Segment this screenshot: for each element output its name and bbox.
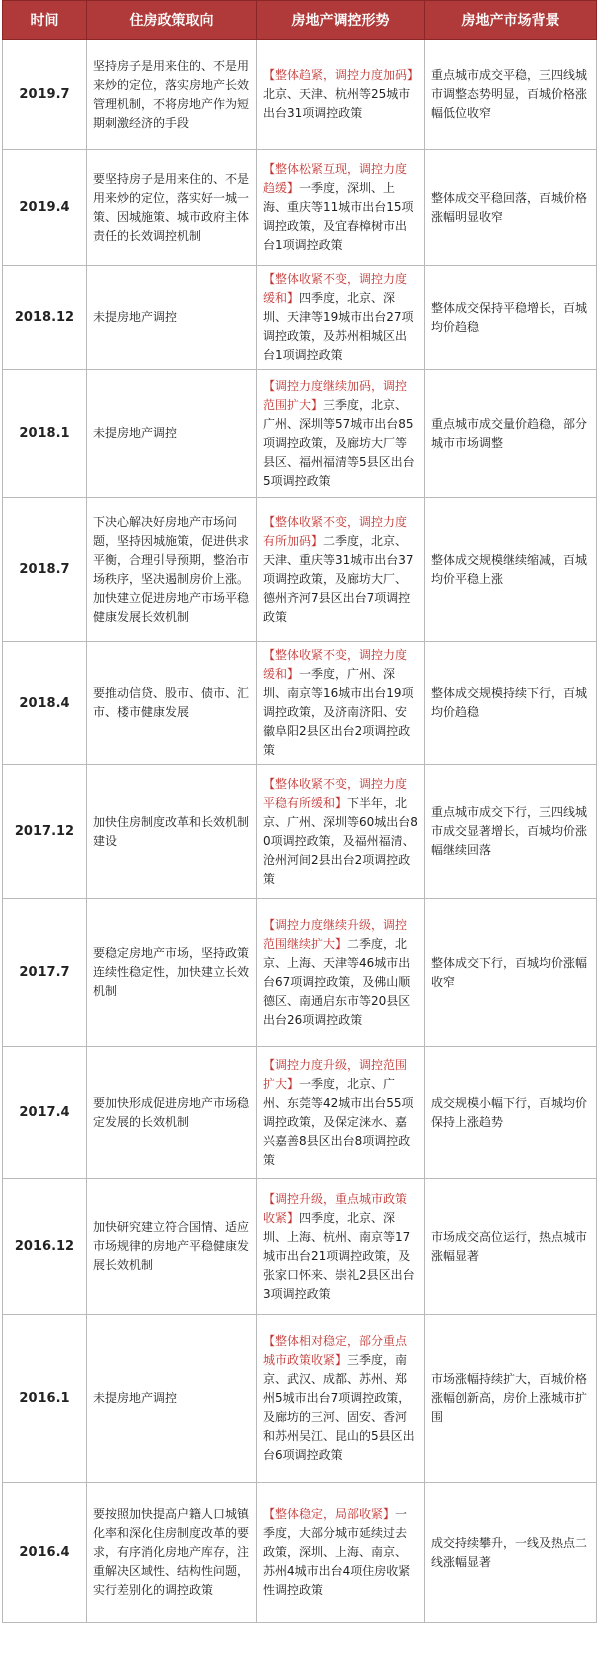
- row-policy: 未提房地产调控: [87, 266, 257, 370]
- trend-text: 四季度，北京、深圳、上海、杭州、南京等17城市出台21项调控政策，及张家口怀来、崇礼2县区出台3项调控政策: [263, 1210, 415, 1301]
- row-date: 2017.12: [3, 765, 87, 899]
- header-policy: 住房政策取向: [87, 1, 257, 40]
- row-market: 重点城市成交下行，三四线城市成交显著增长，百城均价涨幅继续回落: [425, 765, 597, 899]
- table-row: [3, 1179, 597, 1315]
- trend-text: 四季度，北京、深圳、天津等19城市出台27项调控政策，及苏州相城区出台1项调控政策: [263, 291, 414, 362]
- row-policy: 未提房地产调控: [87, 1315, 257, 1483]
- row-trend: [257, 899, 425, 1047]
- trend-highlight: 【调控升级，重点城市政策收紧】: [263, 1191, 408, 1225]
- row-market: 整体成交规模继续缩减，百城均价平稳上涨: [425, 498, 597, 642]
- row-market: 重点城市成交量价趋稳，部分城市市场调整: [425, 370, 597, 498]
- row-trend: [257, 1047, 425, 1179]
- trend-text: 三季度，南京、武汉、成都、苏州、郑州5城市出台7项调控政策，及廊坊的三河、固安、香河和苏州吴江、昆山的5县区出台6项调控政策: [263, 1353, 415, 1462]
- row-market: 成交规模小幅下行，百城均价保持上涨趋势: [425, 1047, 597, 1179]
- trend-highlight: 【整体松紧互现，调控力度趋缓】: [263, 162, 408, 195]
- row-date: 2018.1: [3, 370, 87, 498]
- row-policy: 要坚持房子是用来住的、不是用来炒的定位，落实好一城一策、因城施策、城市政府主体责任的长效调控机制: [87, 150, 257, 266]
- row-trend: [257, 1315, 425, 1483]
- row-policy: 坚持房子是用来住的、不是用来炒的定位，落实房地产长效管理机制，不将房地产作为短期刺激经济的手段: [87, 40, 257, 150]
- row-date: 2018.4: [3, 642, 87, 765]
- trend-highlight: 【整体稳定，局部收紧】: [263, 1507, 396, 1521]
- trend-text: 北京、天津、杭州等25城市出台31项调控政策: [263, 87, 411, 120]
- table-row: [3, 642, 597, 765]
- trend-highlight: 【调控力度继续升级，调控范围继续扩大】: [263, 917, 408, 951]
- table-row: [3, 1047, 597, 1179]
- table-row: [3, 1315, 597, 1483]
- row-market: 整体成交下行，百城均价涨幅收窄: [425, 899, 597, 1047]
- trend-text: 一季度，广州、深圳、南京等16城市出台19项调控政策，及济南济阳、安徽阜阳2县区出台2项调控政策: [263, 667, 414, 757]
- trend-text: 三季度，北京、广州、深圳等57城市出台85项调控政策，及廊坊大厂等县区、福州福清等5县区出台5项调控政策: [263, 397, 415, 488]
- table-header-row: [3, 1, 597, 40]
- row-policy: 加快研究建立符合国情、适应市场规律的房地产平稳健康发展长效机制: [87, 1179, 257, 1315]
- row-policy: 要加快形成促进房地产市场稳定发展的长效机制: [87, 1047, 257, 1179]
- table-row: [3, 765, 597, 899]
- policy-table: [2, 0, 597, 1623]
- trend-highlight: 【整体收紧不变，调控力度有所加码】: [263, 514, 408, 548]
- row-trend: [257, 150, 425, 266]
- row-market: 整体成交规模持续下行，百城均价趋稳: [425, 642, 597, 765]
- table-row: [3, 370, 597, 498]
- row-trend: [257, 498, 425, 642]
- table-row: [3, 150, 597, 266]
- row-date: 2016.12: [3, 1179, 87, 1315]
- row-trend: [257, 370, 425, 498]
- row-policy: 未提房地产调控: [87, 370, 257, 498]
- row-policy: 要按照加快提高户籍人口城镇化率和深化住房制度改革的要求，有序消化房地产库存，注重解决区域性、结构性问题，实行差别化的调控政策: [87, 1483, 257, 1623]
- table-row: [3, 266, 597, 370]
- trend-highlight: 【整体收紧不变，调控力度缓和】: [263, 272, 408, 305]
- header-trend: 房地产调控形势: [257, 1, 425, 40]
- header-market: 房地产市场背景: [425, 1, 597, 40]
- row-date: 2017.7: [3, 899, 87, 1047]
- header-date: 时间: [3, 1, 87, 40]
- row-trend: [257, 765, 425, 899]
- trend-highlight: 【调控力度继续加码，调控范围扩大】: [263, 378, 408, 412]
- row-date: 2017.4: [3, 1047, 87, 1179]
- trend-highlight: 【整体收紧不变，调控力度缓和】: [263, 648, 408, 681]
- trend-text: 下半年，北京、广州、深圳等60城出台80项调控政策，及福州福清、沧州河间2县出台2项调控政策: [263, 795, 418, 886]
- row-trend: [257, 1179, 425, 1315]
- row-trend: [257, 642, 425, 765]
- row-policy: 加快住房制度改革和长效机制建设: [87, 765, 257, 899]
- row-policy: 要推动信贷、股市、债市、汇市、楼市健康发展: [87, 642, 257, 765]
- trend-text: 一季度，深圳、上海、重庆等11城市出台15项调控政策，及宜春樟树市出台1项调控政策: [263, 181, 414, 252]
- row-date: 2016.4: [3, 1483, 87, 1623]
- trend-text: 二季度，北京、天津、重庆等31城市出台37项调控政策，及廊坊大厂、德州齐河7县区出台7项调控政策: [263, 533, 414, 624]
- row-market: 重点城市成交平稳，三四线城市调整态势明显，百城价格涨幅低位收窄: [425, 40, 597, 150]
- row-policy: 下决心解决好房地产市场问题，坚持因城施策，促进供求平衡，合理引导预期，整治市场秩序，坚决遏制房价上涨。加快建立促进房地产市场平稳健康发展长效机制: [87, 498, 257, 642]
- row-trend: [257, 266, 425, 370]
- trend-text: 二季度，北京、上海、天津等46城市出台67项调控政策，及佛山顺德区、南通启东市等20县区出台26项调控政策: [263, 936, 411, 1027]
- row-date: 2018.7: [3, 498, 87, 642]
- trend-highlight: 【整体收紧不变，调控力度平稳有所缓和】: [263, 776, 408, 810]
- trend-highlight: 【调控力度升级，调控范围扩大】: [263, 1057, 408, 1091]
- trend-highlight: 【整体趋紧，调控力度加码】: [263, 68, 420, 82]
- table-row: [3, 40, 597, 150]
- row-market: 市场成交高位运行，热点城市涨幅显著: [425, 1179, 597, 1315]
- row-date: 2018.12: [3, 266, 87, 370]
- row-date: 2019.4: [3, 150, 87, 266]
- trend-text: 一季度，大部分城市延续过去政策，深圳、上海、南京、苏州4城市出台4项住房收紧性调控政策: [263, 1507, 411, 1597]
- row-market: 整体成交平稳回落，百城价格涨幅明显收窄: [425, 150, 597, 266]
- table-row: [3, 899, 597, 1047]
- row-market: 整体成交保持平稳增长，百城均价趋稳: [425, 266, 597, 370]
- row-trend: [257, 1483, 425, 1623]
- row-policy: 要稳定房地产市场，坚持政策连续性稳定性，加快建立长效机制: [87, 899, 257, 1047]
- row-date: 2016.1: [3, 1315, 87, 1483]
- table-row: [3, 1483, 597, 1623]
- row-market: 成交持续攀升，一线及热点二线涨幅显著: [425, 1483, 597, 1623]
- row-market: 市场涨幅持续扩大，百城价格涨幅创新高，房价上涨城市扩围: [425, 1315, 597, 1483]
- table-row: [3, 498, 597, 642]
- trend-highlight: 【整体相对稳定，部分重点城市政策收紧】: [263, 1334, 408, 1367]
- row-trend: [257, 40, 425, 150]
- trend-text: 一季度，北京、广州、东莞等42城市出台55项调控政策，及保定涞水、嘉兴嘉善8县区出台8项调控政策: [263, 1076, 414, 1167]
- row-date: 2019.7: [3, 40, 87, 150]
